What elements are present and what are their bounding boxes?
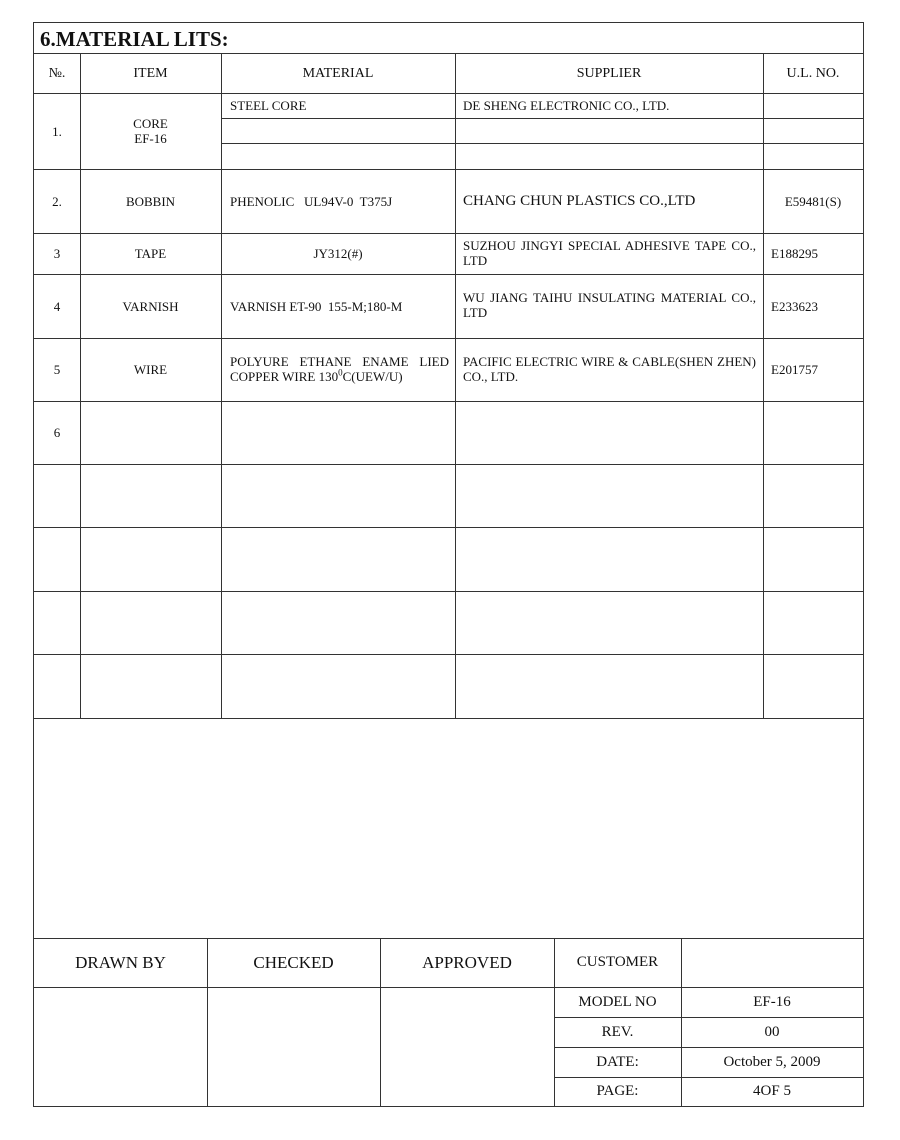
row4-no: 4 xyxy=(53,298,61,314)
row2-no: 2. xyxy=(52,193,62,209)
section-title: 6.MATERIAL LITS: xyxy=(34,23,863,54)
rule xyxy=(221,54,222,718)
rule xyxy=(34,464,863,465)
rev-label: REV. xyxy=(601,1023,634,1040)
approved-label: APPROVED xyxy=(422,953,512,972)
rule xyxy=(34,591,863,592)
row2-material: PHENOLIC UL94V-0 T375J xyxy=(230,193,393,209)
row3-supplier: SUZHOU JINGYI SPECIAL ADHESIVE TAPE CO., LTD xyxy=(463,238,756,268)
row1-item xyxy=(80,93,221,169)
drawn-by-label: DRAWN BY xyxy=(75,953,166,972)
row5-material xyxy=(230,354,449,388)
row1-no: 1. xyxy=(52,123,62,139)
row1-item-line2: EF-16 xyxy=(134,131,167,146)
page-label: PAGE: xyxy=(596,1083,639,1099)
row3-material: JY312(#) xyxy=(313,246,363,261)
row5-material-text: POLYURE ETHANE ENAME LIED COPPER WIRE 130 xyxy=(230,354,449,384)
rev-value: 00 xyxy=(764,1023,780,1040)
rule xyxy=(34,654,863,655)
row1-item-line1: CORE xyxy=(133,116,168,131)
rule xyxy=(34,718,863,719)
row2-supplier: CHANG CHUN PLASTICS CO.,LTD xyxy=(463,192,696,209)
row2-ul: E59481(S) xyxy=(784,193,842,209)
header-supplier: SUPPLIER xyxy=(576,66,642,81)
row3-ul: E188295 xyxy=(771,246,818,261)
checked-label: CHECKED xyxy=(253,953,334,972)
customer-value xyxy=(681,938,863,987)
row3-no: 3 xyxy=(53,246,61,261)
date-value: October 5, 2009 xyxy=(723,1053,821,1070)
row5-supplier: PACIFIC ELECTRIC WIRE & CABLE(SHEN ZHEN) CO., LTD. xyxy=(463,354,756,384)
rule xyxy=(34,987,554,988)
row3-item: TAPE xyxy=(134,246,167,261)
rule xyxy=(221,118,863,119)
model-no-label: MODEL NO xyxy=(578,993,657,1010)
header-ul-no: U.L. NO. xyxy=(786,66,840,81)
rule xyxy=(763,54,764,718)
row5-item: WIRE xyxy=(133,362,168,377)
rule xyxy=(455,54,456,718)
row4-material: VARNISH ET-90 155-M;180-M xyxy=(230,298,403,314)
page-value: 4OF 5 xyxy=(753,1083,791,1099)
row2-item: BOBBIN xyxy=(125,193,176,209)
rule xyxy=(34,401,863,402)
row5-material-suffix: C(UEW/U) xyxy=(342,369,403,384)
row5-ul: E201757 xyxy=(771,362,818,377)
row4-supplier: WU JIANG TAIHU INSULATING MATERIAL CO., LTD xyxy=(463,290,756,320)
row1-supplier: DE SHENG ELECTRONIC CO., LTD. xyxy=(463,98,670,113)
header-material: MATERIAL xyxy=(302,66,374,81)
customer-label: CUSTOMER xyxy=(576,954,659,970)
row1-material: STEEL CORE xyxy=(230,98,307,113)
rule xyxy=(221,143,863,144)
header-no: №. xyxy=(48,66,66,81)
row4-ul: E233623 xyxy=(771,298,818,314)
date-label: DATE: xyxy=(596,1053,639,1070)
rule xyxy=(34,527,863,528)
row5-no: 5 xyxy=(53,362,61,377)
material-list-sheet xyxy=(33,22,864,1107)
header-item: ITEM xyxy=(133,66,168,81)
row6-no: 6 xyxy=(53,425,61,440)
model-no-value: EF-16 xyxy=(753,993,791,1010)
row4-item: VARNISH xyxy=(122,298,179,314)
row5-material-superscript: 0 xyxy=(338,367,343,378)
